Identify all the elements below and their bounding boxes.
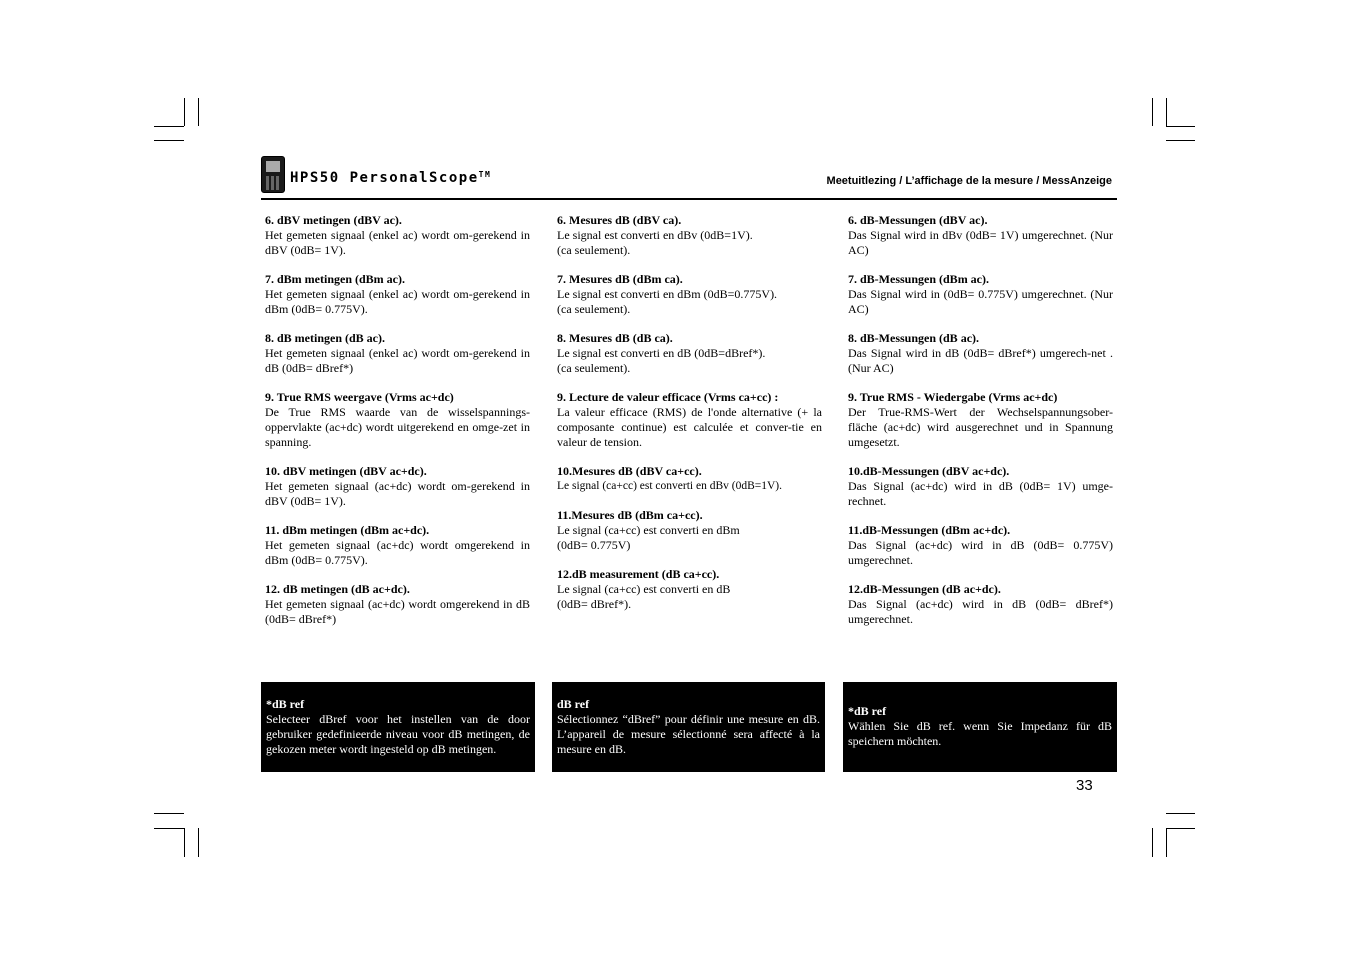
item-body: Le signal est converti en dBv (0dB=1V).	[557, 228, 753, 242]
trademark: TM	[478, 170, 492, 179]
crop-mark	[154, 828, 184, 829]
item-title: 10. dBV metingen (dBV ac+dc).	[265, 464, 427, 478]
list-item	[848, 523, 1113, 568]
crop-mark	[1166, 828, 1167, 857]
item-title: 12.dB-Messungen (dB ac+dc).	[848, 582, 1001, 596]
list-item	[557, 464, 822, 494]
item-title: 6. dB-Messungen (dBV ac).	[848, 213, 988, 227]
column-dutch	[265, 213, 530, 641]
list-item	[265, 523, 530, 568]
crop-mark	[1166, 98, 1167, 126]
item-body: Der True-RMS-Wert der Wechselspannungsober-fläche (ac+dc) wird ausgerechnet und in Spannung umgesetzt.	[848, 405, 1113, 449]
list-item	[848, 464, 1113, 509]
crop-mark	[184, 828, 185, 857]
item-title: 10.dB-Messungen (dBV ac+dc).	[848, 464, 1010, 478]
item-body: Das Signal wird in (0dB= 0.775V) umgerechnet. (Nur AC)	[848, 287, 1113, 316]
item-body: Het gemeten signaal (enkel ac) wordt om-gerekend in dBV (0dB= 1V).	[265, 228, 530, 257]
note-body: Sélectionnez “dBref” pour définir une mesure en dB. L’appareil de mesure sélectionné sera affecté à la mesure en dB.	[557, 712, 820, 756]
header-rule	[261, 198, 1117, 200]
item-title: 11.dB-Messungen (dBm ac+dc).	[848, 523, 1011, 537]
item-body: Das Signal (ac+dc) wird in dB (0dB= 1V) umge-rechnet.	[848, 479, 1113, 508]
item-body: Le signal est converti en dB (0dB=dBref*).	[557, 346, 766, 360]
item-title: 8. dB-Messungen (dB ac).	[848, 331, 980, 345]
item-body: Le signal est converti en dBm (0dB=0.775V).	[557, 287, 778, 301]
crop-mark	[1152, 828, 1153, 857]
device-logo-icon	[261, 156, 285, 193]
page-number: 33	[1076, 777, 1093, 794]
list-item	[848, 390, 1113, 450]
dbref-note-dutch	[261, 682, 535, 772]
list-item	[265, 582, 530, 627]
note-title: *dB ref	[848, 704, 887, 718]
item-title: 10.Mesures dB (dBV ca+cc).	[557, 464, 702, 478]
dbref-note-french	[552, 682, 825, 772]
item-title: 7. dBm metingen (dBm ac).	[265, 272, 405, 286]
item-title: 8. dB metingen (dB ac).	[265, 331, 385, 345]
item-title: 6. dBV metingen (dBV ac).	[265, 213, 402, 227]
item-title: 8. Mesures dB (dB ca).	[557, 331, 673, 345]
item-body: De True RMS waarde van de wisselspannings-oppervlakte (ac+dc) wordt uitgerekend en omge-zet in spanning.	[265, 405, 530, 449]
item-title: 9. True RMS weergave (Vrms ac+dc)	[265, 390, 454, 404]
crop-mark	[154, 126, 184, 127]
crop-mark	[184, 98, 185, 126]
item-title: 9. Lecture de valeur efficace (Vrms ca+cc) :	[557, 390, 779, 404]
crop-mark	[1166, 828, 1195, 829]
list-item	[848, 582, 1113, 627]
list-item	[557, 567, 822, 612]
item-body: Het gemeten signaal (enkel ac) wordt om-gerekend in dBm (0dB= 0.775V).	[265, 287, 530, 316]
item-title: 12.dB measurement (dB ca+cc).	[557, 567, 720, 581]
item-body: Het gemeten signaal (ac+dc) wordt omgerekend in dB (0dB= dBref*)	[265, 597, 530, 626]
item-title: 7. dB-Messungen (dBm ac).	[848, 272, 990, 286]
item-body: Het gemeten signaal (enkel ac) wordt om-gerekend in dB (0dB= dBref*)	[265, 346, 530, 375]
item-body: Das Signal (ac+dc) wird in dB (0dB= dBref*) umgerechnet.	[848, 597, 1113, 626]
note-title: *dB ref	[266, 697, 305, 711]
column-german	[848, 213, 1113, 641]
item-body: Le signal (ca+cc) est converti en dB	[557, 582, 731, 596]
list-item	[557, 213, 822, 258]
item-title: 11.Mesures dB (dBm ca+cc).	[557, 508, 703, 522]
item-body: Das Signal wird in dB (0dB= dBref*) umgerech-net . (Nur AC)	[848, 346, 1113, 375]
list-item	[557, 331, 822, 376]
item-title: 9. True RMS - Wiedergabe (Vrms ac+dc)	[848, 390, 1058, 404]
crop-mark	[154, 140, 184, 141]
item-body: Le signal (ca+cc) est converti en dBm	[557, 523, 740, 537]
list-item	[848, 331, 1113, 376]
list-item	[265, 213, 530, 258]
crop-mark	[1166, 126, 1195, 127]
list-item	[848, 272, 1113, 317]
note-body: Wählen Sie dB ref. wenn Sie Impedanz für dB speichern möchten.	[848, 719, 1112, 748]
item-body: Le signal (ca+cc) est converti en dBv (0dB=1V).	[557, 480, 783, 492]
page-header	[261, 156, 1117, 196]
list-item	[557, 272, 822, 317]
item-title: 11. dBm metingen (dBm ac+dc).	[265, 523, 430, 537]
item-title: 6. Mesures dB (dBV ca).	[557, 213, 682, 227]
section-title: Meetuitlezing / L’affichage de la mesure / MessAnzeige	[826, 175, 1112, 187]
crop-mark	[1166, 140, 1195, 141]
list-item	[557, 508, 822, 553]
crop-mark	[198, 98, 199, 126]
dbref-note-german	[843, 682, 1117, 772]
crop-mark	[1152, 98, 1153, 126]
item-body: Das Signal (ac+dc) wird in dB (0dB= 0.775V) umgerechnet.	[848, 538, 1113, 567]
item-body: Het gemeten signaal (ac+dc) wordt om-gerekend in dBV (0dB= 1V).	[265, 479, 530, 508]
item-body-note: (ca seulement).	[557, 361, 631, 375]
crop-mark	[1166, 813, 1195, 814]
list-item	[848, 213, 1113, 258]
item-body-note: (0dB= dBref*).	[557, 597, 632, 611]
note-body: Selecteer dBref voor het instellen van de door gebruiker gedefinieerde niveau voor dB metingen, de gekozen meter wordt ingesteld op dB metingen.	[266, 712, 530, 756]
item-title: 12. dB metingen (dB ac+dc).	[265, 582, 410, 596]
list-item	[265, 331, 530, 376]
item-body: La valeur efficace (RMS) de l'onde alternative (+ la composante continue) est calculée et conver-tie en valeur de tension.	[557, 405, 822, 449]
item-body: Het gemeten signaal (ac+dc) wordt omgerekend in dBm (0dB= 0.775V).	[265, 538, 530, 567]
item-body-note: (ca seulement).	[557, 243, 631, 257]
brand-title: HPS50 PersonalScope™	[290, 170, 492, 186]
list-item	[265, 390, 530, 450]
crop-mark	[198, 828, 199, 857]
column-french	[557, 213, 822, 626]
item-body: Das Signal wird in dBv (0dB= 1V) umgerechnet. (Nur AC)	[848, 228, 1113, 257]
note-title: dB ref	[557, 697, 590, 711]
list-item	[265, 272, 530, 317]
list-item	[557, 390, 822, 450]
item-title: 7. Mesures dB (dBm ca).	[557, 272, 683, 286]
item-body-note: (0dB= 0.775V)	[557, 538, 631, 552]
crop-mark	[154, 813, 184, 814]
item-body-note: (ca seulement).	[557, 302, 631, 316]
list-item	[265, 464, 530, 509]
